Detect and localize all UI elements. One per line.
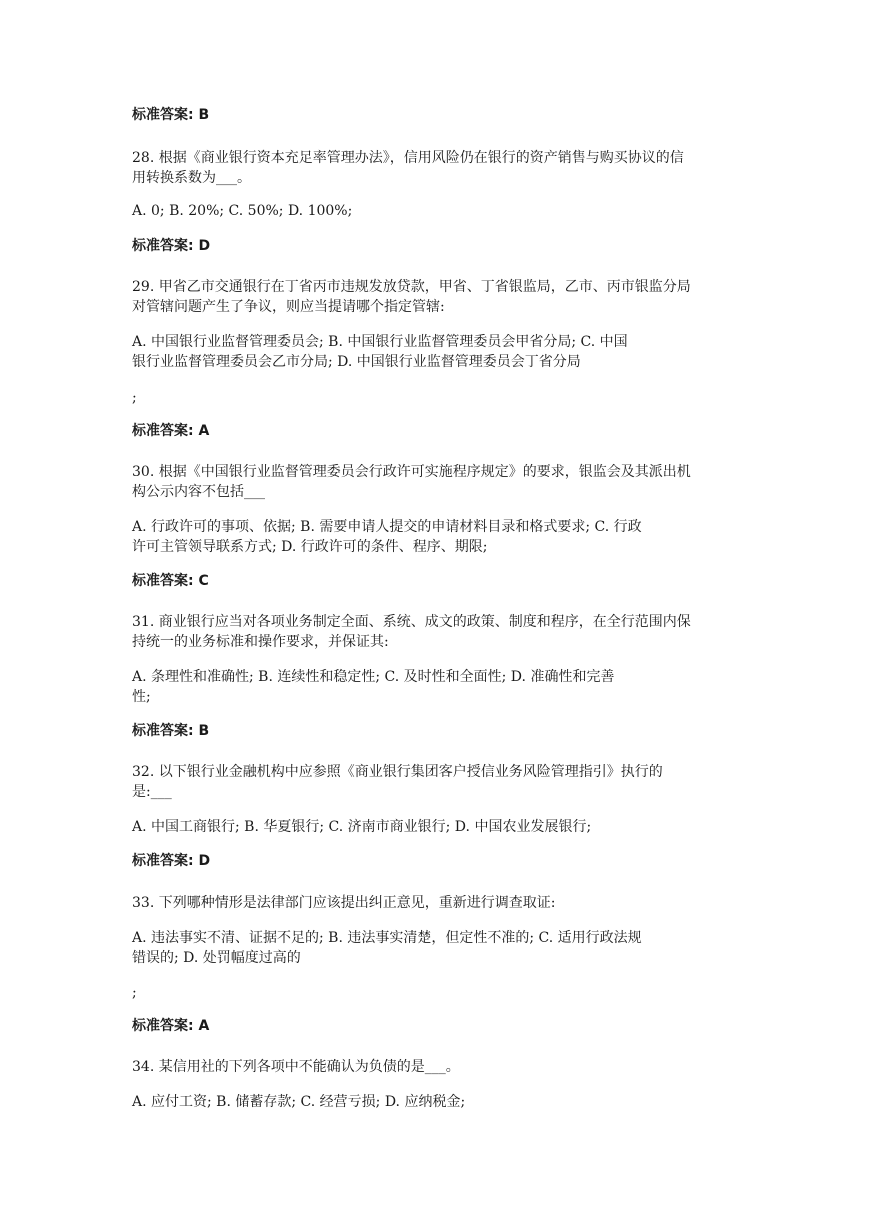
options-text-line: 许可主管领导联系方式; D. 行政许可的条件、程序、期限; bbox=[132, 539, 488, 555]
question-text-line: 28. 根据《商业银行资本充足率管理办法》，信用风险仍在银行的资产销售与购买协议的信 bbox=[132, 150, 684, 166]
options-text-line: A. 中国银行业监督管理委员会; B. 中国银行业监督管理委员会甲省分局; C. 中国 bbox=[132, 334, 628, 350]
options-text-line: A. 应付工资; B. 储蓄存款; C. 经营亏损; D. 应纳税金; bbox=[132, 1094, 466, 1110]
options-text-line: A. 行政许可的事项、依据; B. 需要申请人提交的申请材料目录和格式要求; C. 行政 bbox=[132, 519, 642, 535]
question-text-line: 用转换系数为___。 bbox=[132, 170, 251, 186]
separator-note: ; bbox=[132, 985, 137, 1001]
question-text-line: 构公示内容不包括___ bbox=[132, 484, 265, 500]
standard-answer: 标准答案: D bbox=[132, 853, 211, 869]
question-text-line: 对管辖问题产生了争议，则应当提请哪个指定管辖: bbox=[132, 299, 445, 315]
options-text-line: 性; bbox=[132, 689, 151, 705]
separator-note: ; bbox=[132, 390, 137, 406]
standard-answer: 标准答案: B bbox=[132, 723, 210, 739]
options-text-line: A. 0; B. 20%; C. 50%; D. 100%; bbox=[132, 203, 353, 219]
question-text-line: 30. 根据《中国银行业监督管理委员会行政许可实施程序规定》的要求，银监会及其派出机 bbox=[132, 464, 691, 480]
question-text-line: 32. 以下银行业金融机构中应参照《商业银行集团客户授信业务风险管理指引》执行的 bbox=[132, 764, 663, 780]
question-text-line: 34. 某信用社的下列各项中不能确认为负债的是___。 bbox=[132, 1059, 460, 1075]
options-text-line: A. 条理性和准确性; B. 连续性和稳定性; C. 及时性和全面性; D. 准确性和完善 bbox=[132, 669, 615, 685]
question-text-line: 29. 甲省乙市交通银行在丁省丙市违规发放贷款，甲省、丁省银监局，乙市、丙市银监分局 bbox=[132, 279, 691, 295]
standard-answer: 标准答案: D bbox=[132, 238, 211, 254]
options-text-line: A. 中国工商银行; B. 华夏银行; C. 济南市商业银行; D. 中国农业发展银行; bbox=[132, 819, 592, 835]
question-text-line: 持统一的业务标准和操作要求，并保证其: bbox=[132, 634, 389, 650]
options-text-line: 银行业监督管理委员会乙市分局; D. 中国银行业监督管理委员会丁省分局 bbox=[132, 354, 581, 370]
standard-answer: 标准答案: B bbox=[132, 107, 210, 123]
standard-answer: 标准答案: A bbox=[132, 423, 210, 439]
standard-answer: 标准答案: A bbox=[132, 1018, 210, 1034]
options-text-line: A. 违法事实不清、证据不足的; B. 违法事实清楚，但定性不准的; C. 适用行政法规 bbox=[132, 930, 642, 946]
options-text-line: 错误的; D. 处罚幅度过高的 bbox=[132, 950, 301, 966]
question-text-line: 31. 商业银行应当对各项业务制定全面、系统、成文的政策、制度和程序，在全行范围内保 bbox=[132, 614, 691, 630]
question-text-line: 33. 下列哪种情形是法律部门应该提出纠正意见，重新进行调查取证: bbox=[132, 895, 556, 911]
question-text-line: 是:___ bbox=[132, 784, 172, 800]
standard-answer: 标准答案: C bbox=[132, 573, 209, 589]
